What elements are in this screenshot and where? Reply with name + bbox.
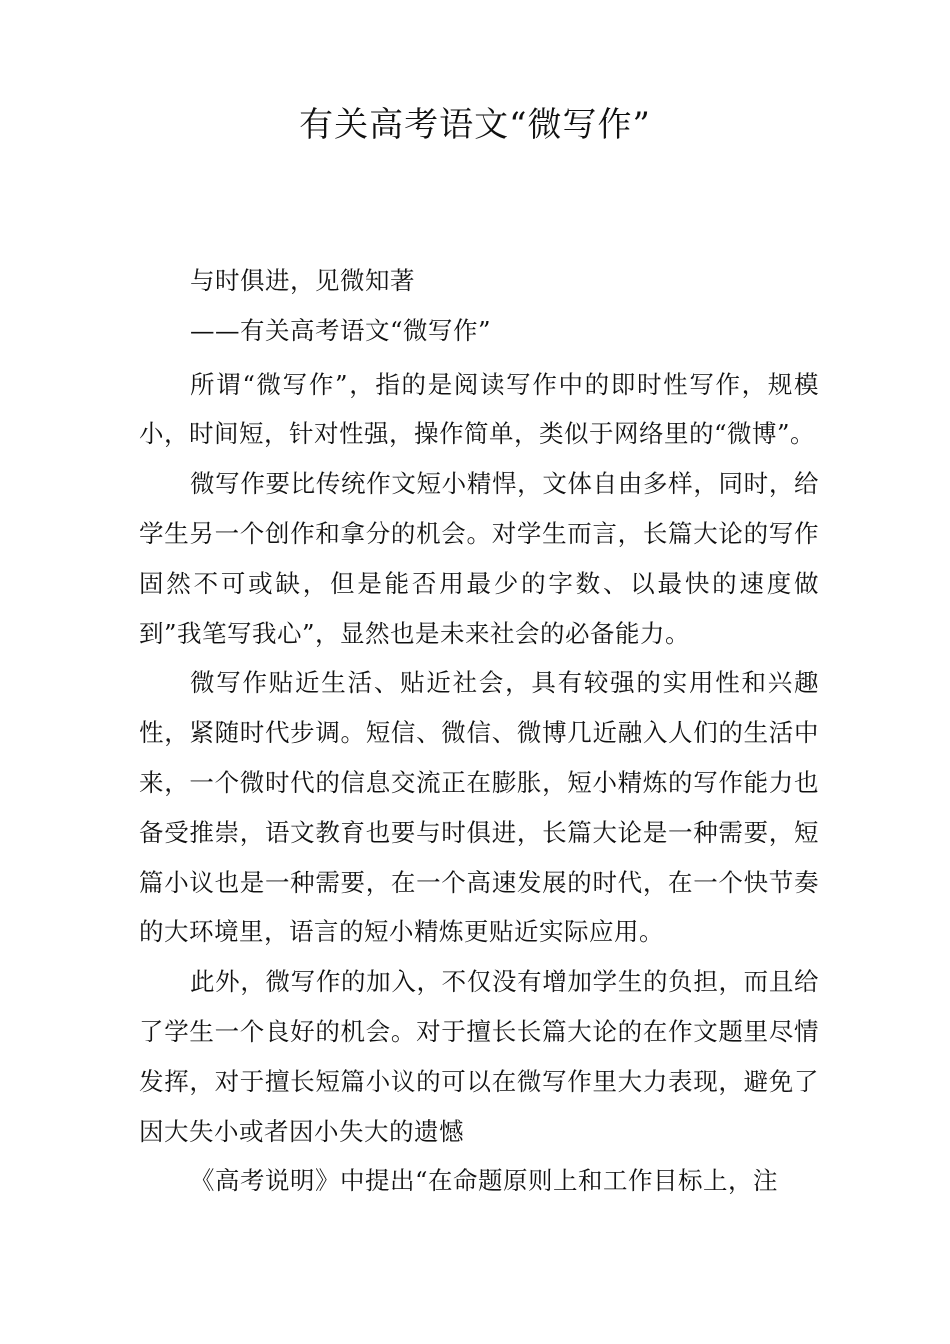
paragraph-definition: 所谓“微写作”，指的是阅读写作中的即时性写作，规模小，时间短，针对性强，操作简单，类似于网络里的“微博”。 bbox=[139, 369, 819, 449]
paragraph-heading: 与时俱进，见微知著 bbox=[190, 266, 415, 295]
document-body bbox=[139, 256, 819, 1206]
paragraph-benefits: 此外，微写作的加入，不仅没有增加学生的负担，而且给了学生一个良好的机会。对于擅长长篇大论的在作文题里尽情发挥，对于擅长短篇小议的可以在微写作里大力表现，避免了因大失小或者因小失大的遗憾 bbox=[139, 967, 819, 1146]
document-title: 有关高考语文“微写作” bbox=[299, 105, 651, 145]
paragraph-relevance: 微写作贴近生活、贴近社会，具有较强的实用性和兴趣性，紧随时代步调。短信、微信、微博几近融入人们的生活中来，一个微时代的信息交流正在膨胀，短小精炼的写作能力也备受推崇，语文教育也要与时俱进，长篇大论是一种需要，短篇小议也是一种需要，在一个高速发展的时代，在一个快节奏的大环境里，语言的短小精炼更贴近实际应用。 bbox=[139, 668, 819, 947]
paragraph-subtitle: ——有关高考语文“微写作” bbox=[190, 315, 492, 345]
paragraph-exam-guide: 《高考说明》中提出“在命题原则上和工作目标上，注 bbox=[190, 1166, 779, 1196]
paragraph-features: 微写作要比传统作文短小精悍，文体自由多样，同时，给学生另一个创作和拿分的机会。对学生而言，长篇大论的写作固然不可或缺，但是能否用最少的字数、以最快的速度做到”我笔写我心”，显然也是未来社会的必备能力。 bbox=[139, 469, 819, 648]
